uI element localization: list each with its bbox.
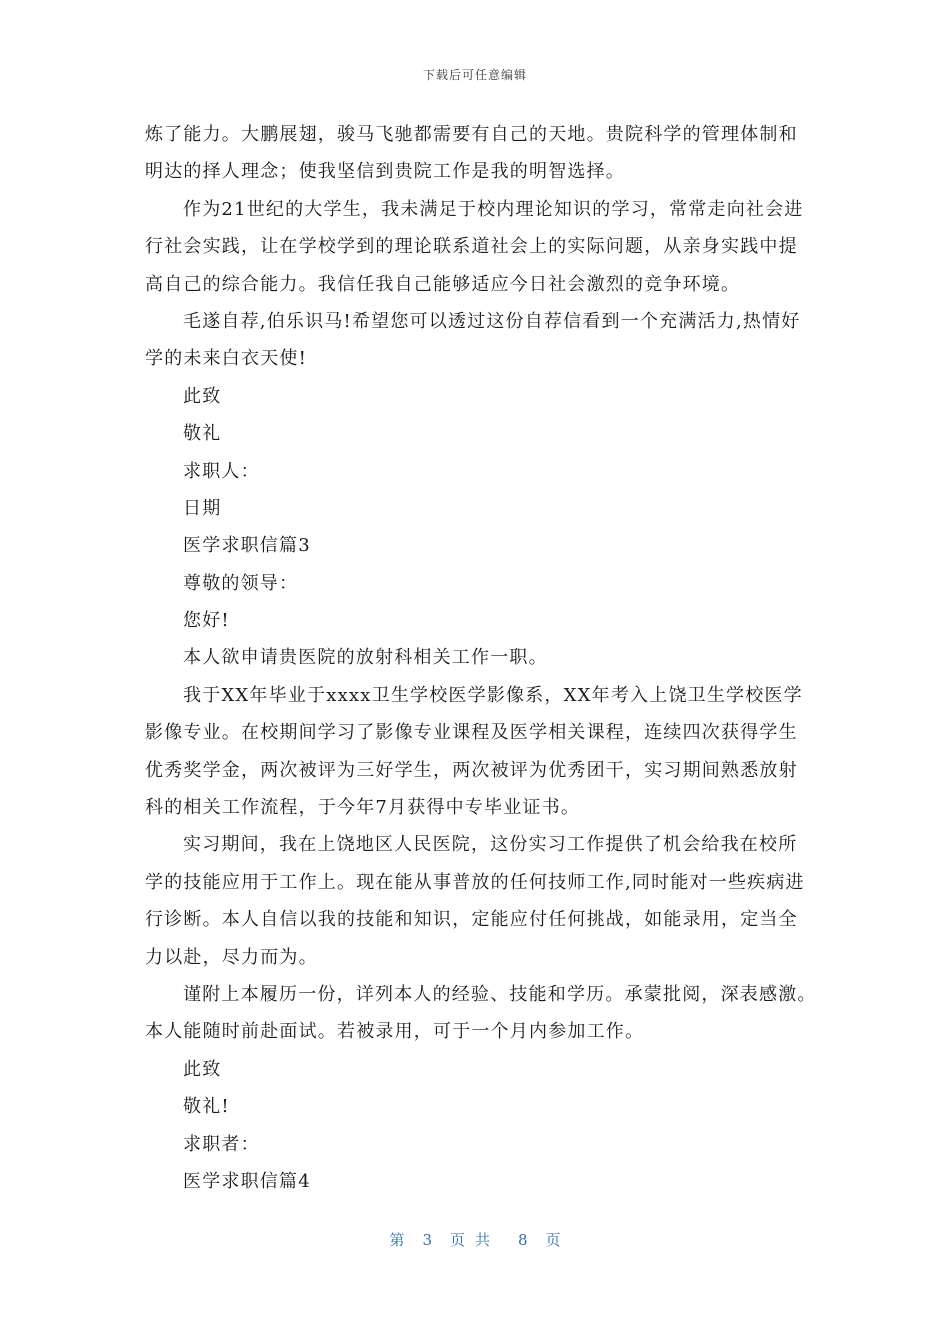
footer-suffix: 页 xyxy=(545,1231,561,1249)
text-line: 学的技能应用于工作上。现在能从事普放的任何技师工作,同时能对一些疾病进 xyxy=(145,871,805,893)
footer-middle: 页共 xyxy=(449,1231,500,1249)
text-line: 行诊断。本人自信以我的技能和知识，定能应付任何挑战，如能录用，定当全 xyxy=(145,909,798,931)
text-line: 本人欲申请贵医院的放射科相关工作一职。 xyxy=(183,647,548,669)
applicant-label: 求职者： xyxy=(183,1133,260,1155)
text-line: 谨附上本履历一份，详列本人的经验、技能和学历。承蒙批阅，深表感激。 xyxy=(183,983,817,1005)
greeting: 尊敬的领导： xyxy=(183,572,299,594)
text-line: 实习期间，我在上饶地区人民医院，这份实习工作提供了机会给我在校所 xyxy=(183,834,798,856)
footer-prefix: 第 xyxy=(389,1231,405,1249)
text-line: 本人能随时前赴面试。若被录用，可于一个月内参加工作。 xyxy=(145,1021,645,1043)
text-line: 优秀奖学金，两次被评为三好学生，两次被评为优秀团干，实习期间熟悉放射 xyxy=(145,759,798,781)
text-line: 炼了能力。大鹏展翅，骏马飞驰都需要有自己的天地。贵院科学的管理体制和 xyxy=(145,124,798,145)
text-line: 学的未来白衣天使! xyxy=(145,348,308,370)
text-line: 影像专业。在校期间学习了影像专业课程及医学相关课程，连续四次获得学生 xyxy=(145,722,798,744)
section-title: 医学求职信篇3 xyxy=(183,535,311,557)
closing-regards: 敬礼 xyxy=(183,423,222,445)
text-line: 科的相关工作流程，于今年7月获得中专毕业证书。 xyxy=(145,797,581,819)
text-line: 作为21世纪的大学生，我未满足于校内理论知识的学习，常常走向社会进 xyxy=(183,198,804,220)
closing-regards: 敬礼! xyxy=(183,1096,230,1118)
closing-salutation: 此致 xyxy=(183,385,222,407)
applicant-label: 求职人： xyxy=(183,460,260,482)
text-line: 行社会实践，让在学校学到的理论联系道社会上的实际问题，从亲身实践中提 xyxy=(145,236,798,258)
date-label: 日期 xyxy=(183,497,222,519)
total-page-number: 8 xyxy=(518,1231,528,1249)
section-title: 医学求职信篇4 xyxy=(183,1170,311,1192)
text-line: 我于XX年毕业于xxxx卫生学校医学影像系，XX年考入上饶卫生学校医学 xyxy=(183,684,803,706)
closing-salutation: 此致 xyxy=(183,1058,222,1080)
text-line: 高自己的综合能力。我信任我自己能够适应今日社会激烈的竞争环境。 xyxy=(145,273,741,295)
greeting-hello: 您好! xyxy=(183,610,230,632)
text-line: 明达的择人理念；使我坚信到贵院工作是我的明智选择。 xyxy=(145,161,625,183)
page-header: 下载后可任意编辑 xyxy=(422,68,527,82)
document-body xyxy=(145,116,817,1200)
current-page-number: 3 xyxy=(422,1231,432,1249)
text-line: 力以赴，尽力而为。 xyxy=(145,946,318,968)
text-line: 毛遂自荐,伯乐识马!希望您可以透过这份自荐信看到一个充满活力,热情好 xyxy=(183,310,801,332)
page-footer xyxy=(0,1229,950,1250)
